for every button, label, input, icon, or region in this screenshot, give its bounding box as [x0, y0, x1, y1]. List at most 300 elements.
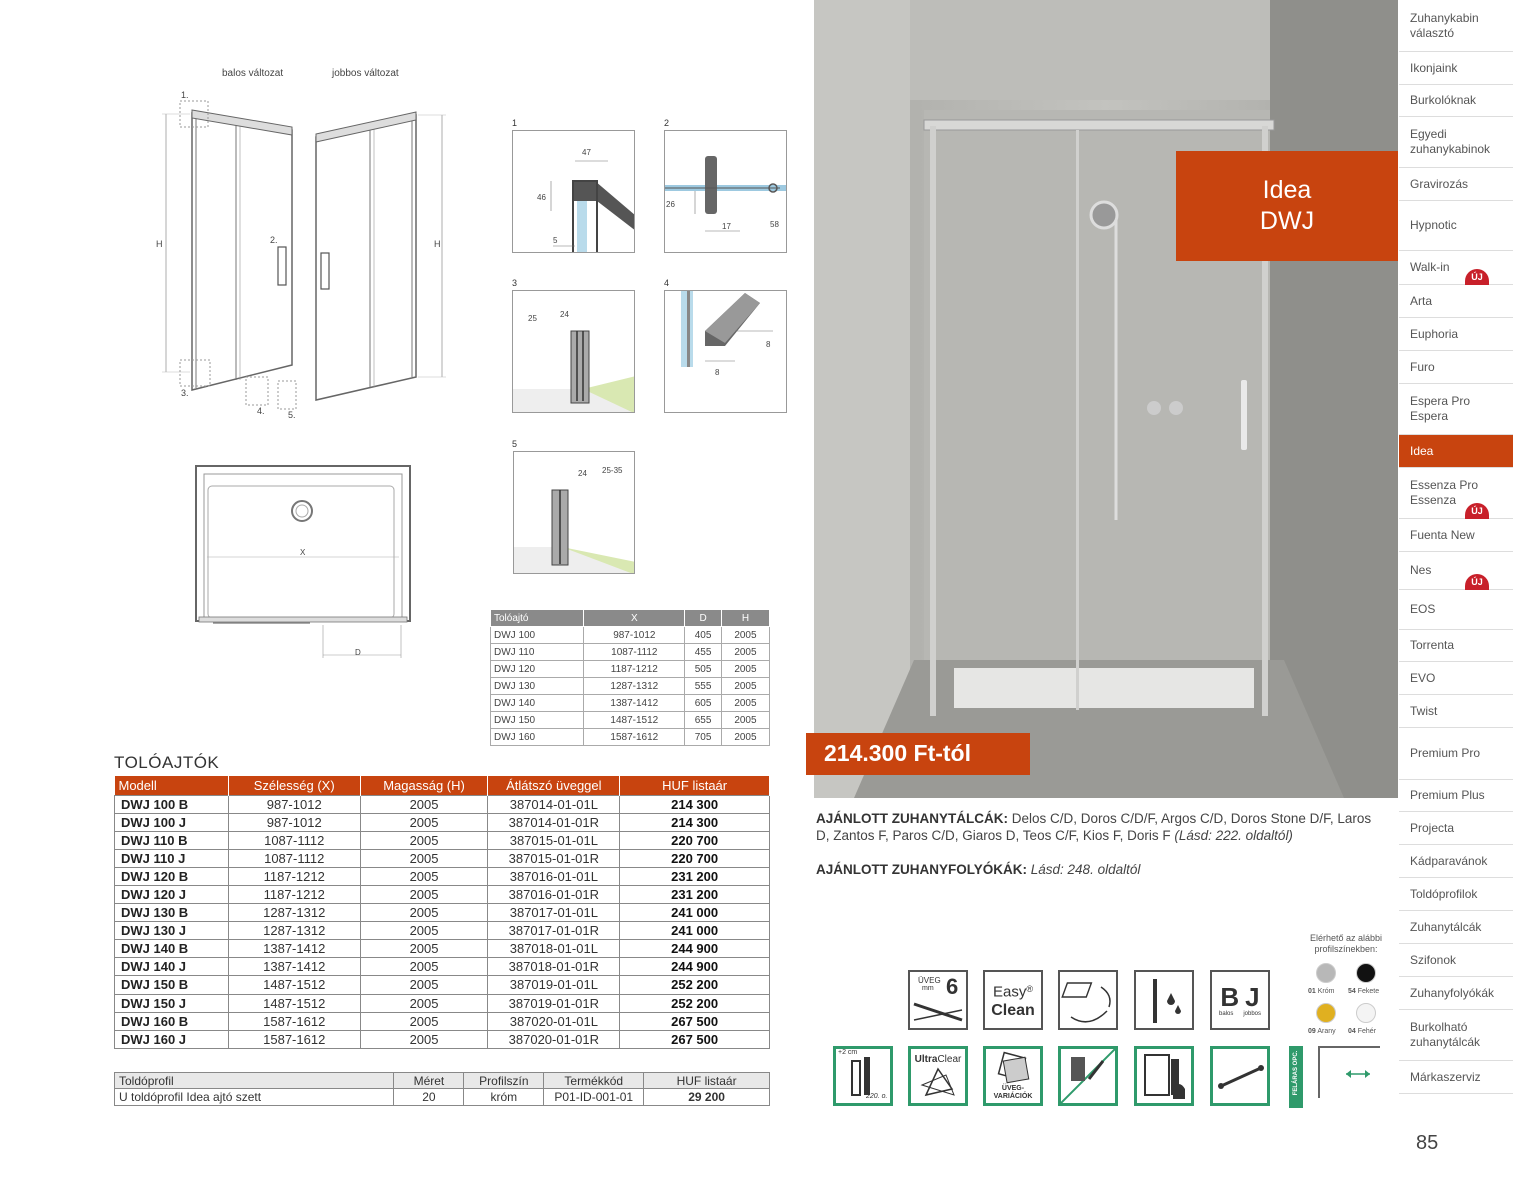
- table-cell: DWJ 130 B: [115, 904, 229, 922]
- new-badge: ÚJ: [1465, 269, 1489, 285]
- header-code: Átlátszó üveggel: [488, 776, 620, 795]
- table-row: [115, 904, 770, 922]
- sidebar-item-hypnotic[interactable]: [1399, 201, 1513, 251]
- table-row: [115, 795, 770, 813]
- color-swatch-label: [1348, 1028, 1376, 1035]
- sidebar-item-premium-plus[interactable]: [1399, 780, 1513, 812]
- sidebar-item-label: Szifonok: [1410, 952, 1457, 967]
- color-name: Fehér: [1357, 1028, 1377, 1035]
- dim-header-h: H: [721, 610, 769, 627]
- table-cell: DWJ 110 J: [115, 849, 229, 867]
- color-name: Króm: [1317, 988, 1335, 995]
- color-code: 01: [1308, 988, 1316, 995]
- table-cell: 387020-01-01L: [488, 1012, 620, 1030]
- table-row: [491, 695, 770, 712]
- table-cell: 1587-1612: [228, 1030, 360, 1048]
- dimension-table-header: [491, 610, 770, 627]
- table-cell: 252 200: [620, 976, 770, 994]
- detail-1-dim-a: 47: [582, 148, 591, 157]
- sidebar-item-label: Egyedi zuhanykabinok: [1410, 127, 1491, 156]
- table-cell: 1587-1612: [584, 729, 685, 746]
- glass-unit: mm: [922, 985, 934, 992]
- table-cell: 1187-1212: [228, 885, 360, 903]
- table-cell: 1287-1312: [584, 678, 685, 695]
- sidebar-item-zuhanytálcák[interactable]: [1399, 911, 1513, 944]
- glass-var-1: ÜVEG-: [1001, 1085, 1025, 1092]
- color-swatch-label: [1308, 988, 1334, 995]
- table-cell: 387015-01-01L: [488, 831, 620, 849]
- table-cell: 387018-01-01L: [488, 940, 620, 958]
- table-cell: DWJ 110 B: [115, 831, 229, 849]
- color-swatch-label: [1348, 988, 1379, 995]
- sidebar-item-arta[interactable]: [1399, 285, 1513, 318]
- registered-mark: ®: [1026, 983, 1033, 994]
- table-cell: 220 700: [620, 831, 770, 849]
- table-row: [115, 1012, 770, 1030]
- optional-side-label: FELÁRAS OPC.: [1293, 1050, 1299, 1096]
- sidebar-item-label: EOS: [1410, 602, 1436, 616]
- detail-num-2: 2: [664, 118, 670, 128]
- table-row: [115, 885, 770, 903]
- detail-num-4: 4: [664, 278, 670, 288]
- mounting-icon: [1134, 1046, 1194, 1106]
- table-cell: 387017-01-01L: [488, 904, 620, 922]
- detail-box-4: [664, 290, 787, 413]
- table-row: [491, 712, 770, 729]
- sidebar-item-euphoria[interactable]: [1399, 318, 1513, 351]
- sliding-direction-icon: [1318, 1046, 1380, 1098]
- table-cell: 1487-1512: [584, 712, 685, 729]
- table-cell: 987-1012: [228, 813, 360, 831]
- table-cell: 2005: [360, 867, 488, 885]
- table-cell: 1187-1212: [584, 661, 685, 678]
- table-cell: 2005: [721, 644, 769, 661]
- callout-3: 3.: [181, 388, 189, 398]
- table-cell: DWJ 130 J: [115, 922, 229, 940]
- table-cell: DWJ 100 B: [115, 795, 229, 813]
- table-cell: DWJ 160: [491, 729, 584, 746]
- table-cell: 267 500: [620, 1030, 770, 1048]
- table-cell: 244 900: [620, 958, 770, 976]
- table-cell: 987-1012: [584, 627, 685, 644]
- table-cell: 2005: [360, 922, 488, 940]
- table-cell: 387017-01-01R: [488, 922, 620, 940]
- sidebar-item-twist[interactable]: [1399, 695, 1513, 728]
- glass-thickness-icon: [908, 970, 968, 1030]
- sidebar-item-label: Ikonjaink: [1410, 60, 1458, 75]
- detail-box-2: [664, 130, 787, 253]
- table-cell: 1187-1212: [228, 867, 360, 885]
- table-row: [491, 661, 770, 678]
- sidebar-item-premium-pro[interactable]: [1399, 728, 1513, 780]
- trays-label: AJÁNLOTT ZUHANYTÁLCÁK:: [816, 811, 1008, 826]
- section-title: TOLÓAJTÓK: [114, 753, 220, 772]
- color-code: 04: [1348, 1028, 1356, 1035]
- table-cell: DWJ 160 B: [115, 1012, 229, 1030]
- new-badge: ÚJ: [1465, 574, 1489, 590]
- table-cell: 1287-1312: [228, 904, 360, 922]
- sidebar-item-label: Gravirozás: [1410, 176, 1469, 191]
- sidebar-item-márkaszerviz[interactable]: [1399, 1061, 1513, 1094]
- sidebar-item-toldóprofilok[interactable]: [1399, 878, 1513, 911]
- sidebar-item-label: Furo: [1410, 359, 1435, 374]
- table-row: [115, 958, 770, 976]
- detail-3-dim-a: 25: [528, 314, 537, 323]
- ext-header-code: Termékkód: [544, 1073, 644, 1089]
- table-row: [115, 940, 770, 958]
- sidebar-item-idea[interactable]: [1399, 435, 1513, 468]
- table-cell: 387014-01-01R: [488, 813, 620, 831]
- sidebar-item-zuhanykabin-választó[interactable]: [1399, 0, 1513, 52]
- table-cell: DWJ 150 B: [115, 976, 229, 994]
- table-cell: 987-1012: [228, 795, 360, 813]
- product-code: DWJ: [1259, 207, 1315, 235]
- header-width: Szélesség (X): [228, 776, 360, 795]
- drains-label: AJÁNLOTT ZUHANYFOLYÓKÁK:: [816, 862, 1027, 877]
- sidebar-item-espera-pro-espera[interactable]: [1399, 384, 1513, 435]
- table-cell: 2005: [360, 1030, 488, 1048]
- table-cell: 1087-1112: [228, 849, 360, 867]
- color-name: Fekete: [1357, 988, 1380, 995]
- table-cell: 405: [685, 627, 722, 644]
- ultra-label: Ultra: [914, 1053, 938, 1065]
- bj-b: B: [1220, 982, 1240, 1012]
- product-name: Idea: [1262, 176, 1312, 204]
- easy-clean-icon: [983, 970, 1043, 1030]
- table-cell: 505: [685, 661, 722, 678]
- table-cell: 2005: [721, 661, 769, 678]
- bj-j-sub: jobbos: [1243, 1011, 1262, 1017]
- sidebar-item-label: Twist: [1410, 703, 1438, 718]
- recommended-trays: [816, 810, 1386, 844]
- table-cell: 2005: [360, 940, 488, 958]
- sidebar-item-label: Walk-in: [1410, 260, 1450, 274]
- detail-num-3: 3: [512, 278, 518, 288]
- clean-label: Clean: [991, 1002, 1035, 1020]
- sidebar-item-label: Premium Plus: [1410, 788, 1485, 802]
- table-cell: 455: [685, 644, 722, 661]
- glass-var-2: VARIÁCIÓK: [993, 1093, 1033, 1100]
- sidebar-item-eos[interactable]: [1399, 590, 1513, 630]
- glass-mm: 6: [946, 974, 959, 999]
- table-cell: DWJ 150 J: [115, 994, 229, 1012]
- color-swatch: [1316, 963, 1336, 983]
- sidebar-item-burkolható-zuhanytálcák[interactable]: [1399, 1010, 1513, 1061]
- variant-label-left: balos változat: [222, 68, 284, 79]
- extension-table-header: [115, 1073, 770, 1089]
- table-cell: 2005: [360, 976, 488, 994]
- table-cell: 387016-01-01R: [488, 885, 620, 903]
- table-cell: P01-ID-001-01: [544, 1089, 644, 1106]
- table-cell: 1287-1312: [228, 922, 360, 940]
- detail-num-1: 1: [512, 118, 518, 128]
- clear-label: Clear: [937, 1053, 962, 1065]
- table-cell: 387019-01-01L: [488, 976, 620, 994]
- sidebar-item-kádparavánok[interactable]: [1399, 845, 1513, 878]
- detail-5-dim-b: 25-35: [602, 466, 623, 475]
- extension-profile-icon: [833, 1046, 893, 1106]
- sidebar-item-label: Hypnotic: [1410, 218, 1457, 232]
- table-cell: 1487-1512: [228, 976, 360, 994]
- sidebar-item-label: Burkolható zuhanytálcák: [1410, 1020, 1481, 1049]
- table-cell: 241 000: [620, 922, 770, 940]
- table-cell: 705: [685, 729, 722, 746]
- height-label-left: H: [156, 239, 163, 249]
- table-cell: DWJ 150: [491, 712, 584, 729]
- sidebar-item-zuhanyfolyókák[interactable]: [1399, 977, 1513, 1010]
- header-height: Magasság (H): [360, 776, 488, 795]
- price-table: [114, 776, 770, 1049]
- detail-1-dim-c: 5: [553, 236, 558, 245]
- trays-text: Delos C/D, Doros C/D/F, Argos C/D, Doros Stone D/F, Laros D, Zantos F, Paros C/D, Giaros D, Teos C/F, Kios F, Doris F: [816, 811, 1372, 843]
- sidebar-item-label: Essenza Pro Essenza: [1410, 478, 1479, 507]
- table-cell: 387019-01-01R: [488, 994, 620, 1012]
- table-cell: 2005: [360, 958, 488, 976]
- sidebar-item-label: Fuenta New: [1410, 527, 1475, 542]
- table-cell: 2005: [721, 695, 769, 712]
- table-cell: 244 900: [620, 940, 770, 958]
- profile-colors-heading: Elérhető az alábbi profilszínekben:: [1309, 933, 1383, 954]
- table-cell: 1087-1112: [584, 644, 685, 661]
- table-cell: 2005: [360, 994, 488, 1012]
- table-cell: 1387-1412: [228, 940, 360, 958]
- table-cell: 252 200: [620, 994, 770, 1012]
- table-row: [491, 729, 770, 746]
- sidebar-item-fuenta-new[interactable]: [1399, 519, 1513, 552]
- table-cell: 2005: [721, 678, 769, 695]
- table-cell: 387015-01-01R: [488, 849, 620, 867]
- table-row: [491, 644, 770, 661]
- table-cell: 2005: [360, 904, 488, 922]
- detail-box-1: [512, 130, 635, 253]
- sidebar-item-burkolóknak[interactable]: [1399, 85, 1513, 117]
- sidebar-item-label: Márkaszerviz: [1410, 1069, 1481, 1084]
- table-cell: 1087-1112: [228, 831, 360, 849]
- table-row: [115, 1089, 770, 1106]
- sidebar-item-label: Toldóprofilok: [1410, 886, 1478, 901]
- ext-header-profile: Toldóprofil: [115, 1073, 394, 1089]
- table-cell: 241 000: [620, 904, 770, 922]
- table-cell: 267 500: [620, 1012, 770, 1030]
- towel-bar-icon: [1210, 1046, 1270, 1106]
- sidebar-item-label: Idea: [1410, 443, 1434, 458]
- trays-ref: (Lásd: 222. oldaltól): [1174, 828, 1293, 843]
- sidebar-item-label: Zuhanyfolyókák: [1410, 985, 1495, 1000]
- water-repellent-icon: [1134, 970, 1194, 1030]
- color-swatch: [1356, 963, 1376, 983]
- color-swatch: [1316, 1003, 1336, 1023]
- table-cell: 214 300: [620, 795, 770, 813]
- sidebar-item-label: Kádparavánok: [1410, 853, 1488, 868]
- color-swatch: [1356, 1003, 1376, 1023]
- table-cell: 2005: [360, 885, 488, 903]
- table-row: [491, 627, 770, 644]
- table-row: [115, 922, 770, 940]
- ext-plus: +2 cm: [838, 1049, 858, 1056]
- table-cell: 2005: [721, 627, 769, 644]
- sidebar-item-furo[interactable]: [1399, 351, 1513, 384]
- table-cell: 555: [685, 678, 722, 695]
- price-badge: 214.300 Ft-tól: [806, 733, 1030, 775]
- easy-label: Easy: [993, 983, 1027, 1001]
- detail-2-dim-a: 26: [666, 200, 675, 209]
- detail-2-dim-b: 17: [722, 222, 731, 231]
- table-cell: U toldóprofil Idea ajtó szett: [115, 1089, 394, 1106]
- detail-2-dim-c: 58: [770, 220, 779, 229]
- table-cell: 387020-01-01R: [488, 1030, 620, 1048]
- sidebar-item-label: Premium Pro: [1410, 746, 1481, 760]
- table-cell: DWJ 160 J: [115, 1030, 229, 1048]
- bj-b-sub: balos: [1218, 1011, 1234, 1017]
- table-cell: 605: [685, 695, 722, 712]
- sidebar-item-label: Nes: [1410, 563, 1432, 577]
- sidebar-item-label: Zuhanykabin választó: [1410, 10, 1479, 40]
- recommended-drains: [816, 861, 1140, 878]
- table-cell: 20: [394, 1089, 464, 1106]
- sidebar-item-walk-in[interactable]: [1399, 251, 1513, 285]
- color-name: Arany: [1317, 1028, 1336, 1035]
- header-price: HUF listaár: [620, 776, 770, 795]
- table-cell: 1387-1412: [228, 958, 360, 976]
- table-row: [115, 867, 770, 885]
- glass-label: ÜVEG: [918, 976, 941, 985]
- detail-num-5: 5: [512, 439, 518, 449]
- table-cell: 387016-01-01L: [488, 867, 620, 885]
- detail-3-dim-b: 24: [560, 310, 569, 319]
- callout-5: 5.: [288, 410, 296, 420]
- callout-1: 1.: [181, 90, 189, 100]
- table-cell: 2005: [721, 712, 769, 729]
- table-cell: 387018-01-01R: [488, 958, 620, 976]
- table-cell: 220 700: [620, 849, 770, 867]
- sidebar-item-label: EVO: [1410, 670, 1436, 685]
- table-row: [115, 976, 770, 994]
- sidebar-item-projecta[interactable]: [1399, 812, 1513, 845]
- table-cell: króm: [464, 1089, 544, 1106]
- extension-table: [114, 1072, 770, 1106]
- table-cell: 2005: [360, 813, 488, 831]
- elevation-drawing: [150, 85, 460, 425]
- sidebar-item-torrenta[interactable]: [1399, 630, 1513, 662]
- ext-header-color: Profilszín: [464, 1073, 544, 1089]
- table-cell: 655: [685, 712, 722, 729]
- callout-4: 4.: [257, 406, 265, 416]
- ultraclear-icon: [908, 1046, 968, 1106]
- sidebar-item-nes[interactable]: [1399, 552, 1513, 590]
- dim-header-x: X: [584, 610, 685, 627]
- sidebar-item-label: Burkolóknak: [1410, 93, 1477, 107]
- dimension-table: [490, 609, 770, 746]
- header-model: Modell: [115, 776, 229, 795]
- glass-variations-icon: [983, 1046, 1043, 1106]
- sidebar-item-label: Zuhanytálcák: [1410, 919, 1482, 934]
- sidebar-nav: [1399, 0, 1513, 1110]
- rotating-glass-icon: [1058, 970, 1118, 1030]
- detail-4-dim-b: 8: [715, 368, 720, 377]
- table-row: [115, 994, 770, 1012]
- table-row: [491, 678, 770, 695]
- plan-d-label: D: [355, 648, 361, 657]
- color-code: 54: [1348, 988, 1356, 995]
- table-cell: 1487-1512: [228, 994, 360, 1012]
- sidebar-item-label: Torrenta: [1410, 638, 1455, 652]
- table-cell: DWJ 120 B: [115, 867, 229, 885]
- detail-4-dim-a: 8: [766, 340, 771, 349]
- product-photo: [814, 0, 1398, 798]
- table-cell: 214 300: [620, 813, 770, 831]
- dim-header-d: D: [685, 610, 722, 627]
- table-cell: DWJ 120 J: [115, 885, 229, 903]
- color-swatch-label: [1308, 1028, 1336, 1035]
- table-cell: DWJ 110: [491, 644, 584, 661]
- table-cell: DWJ 140 J: [115, 958, 229, 976]
- detail-1-dim-b: 46: [537, 193, 546, 202]
- cleaning-icon: [1058, 1046, 1118, 1106]
- color-code: 09: [1308, 1028, 1316, 1035]
- detail-box-3: [512, 290, 635, 413]
- table-cell: DWJ 100: [491, 627, 584, 644]
- table-cell: DWJ 140: [491, 695, 584, 712]
- optional-side-strip: [1289, 1046, 1303, 1108]
- ext-page: 220. o.: [866, 1093, 888, 1100]
- table-cell: 1587-1612: [228, 1012, 360, 1030]
- table-row: [115, 849, 770, 867]
- table-cell: DWJ 140 B: [115, 940, 229, 958]
- left-right-variant-icon: [1210, 970, 1270, 1030]
- detail-5-dim-a: 24: [578, 469, 587, 478]
- dim-header-model: Tolóajtó: [491, 610, 584, 627]
- sidebar-item-label: Euphoria: [1410, 326, 1459, 341]
- ext-header-price: HUF listaár: [644, 1073, 770, 1089]
- table-cell: 387014-01-01L: [488, 795, 620, 813]
- page-number: 85: [1416, 1132, 1439, 1154]
- callout-2: 2.: [270, 235, 278, 245]
- table-cell: 2005: [360, 849, 488, 867]
- table-row: [115, 813, 770, 831]
- sidebar-item-gravirozás[interactable]: [1399, 168, 1513, 201]
- variant-label-right: jobbos változat: [332, 68, 399, 79]
- sidebar-item-label: Espera Pro Espera: [1410, 394, 1471, 423]
- plan-view-drawing: [195, 465, 415, 665]
- plan-x-label: X: [300, 548, 306, 557]
- height-label-right: H: [434, 239, 441, 249]
- table-cell: 2005: [360, 795, 488, 813]
- table-cell: DWJ 100 J: [115, 813, 229, 831]
- new-badge: ÚJ: [1465, 503, 1489, 519]
- sidebar-item-essenza-pro-essenza[interactable]: [1399, 468, 1513, 519]
- price-table-header: [115, 776, 770, 795]
- table-cell: 231 200: [620, 867, 770, 885]
- sidebar-item-egyedi-zuhanykabinok[interactable]: [1399, 117, 1513, 168]
- table-cell: 2005: [360, 831, 488, 849]
- table-row: [115, 1030, 770, 1048]
- sidebar-item-evo[interactable]: [1399, 662, 1513, 695]
- drains-ref: Lásd: 248. oldaltól: [1030, 862, 1141, 877]
- table-cell: 2005: [360, 1012, 488, 1030]
- table-cell: 1387-1412: [584, 695, 685, 712]
- product-title-badge: [1176, 151, 1398, 261]
- table-row: [115, 831, 770, 849]
- ext-header-size: Méret: [394, 1073, 464, 1089]
- table-cell: 231 200: [620, 885, 770, 903]
- table-cell: DWJ 130: [491, 678, 584, 695]
- sidebar-item-szifonok[interactable]: [1399, 944, 1513, 977]
- table-cell: DWJ 120: [491, 661, 584, 678]
- table-cell: 2005: [721, 729, 769, 746]
- table-cell: 29 200: [644, 1089, 770, 1106]
- sidebar-item-ikonjaink[interactable]: [1399, 52, 1513, 85]
- sidebar-item-label: Projecta: [1410, 820, 1455, 835]
